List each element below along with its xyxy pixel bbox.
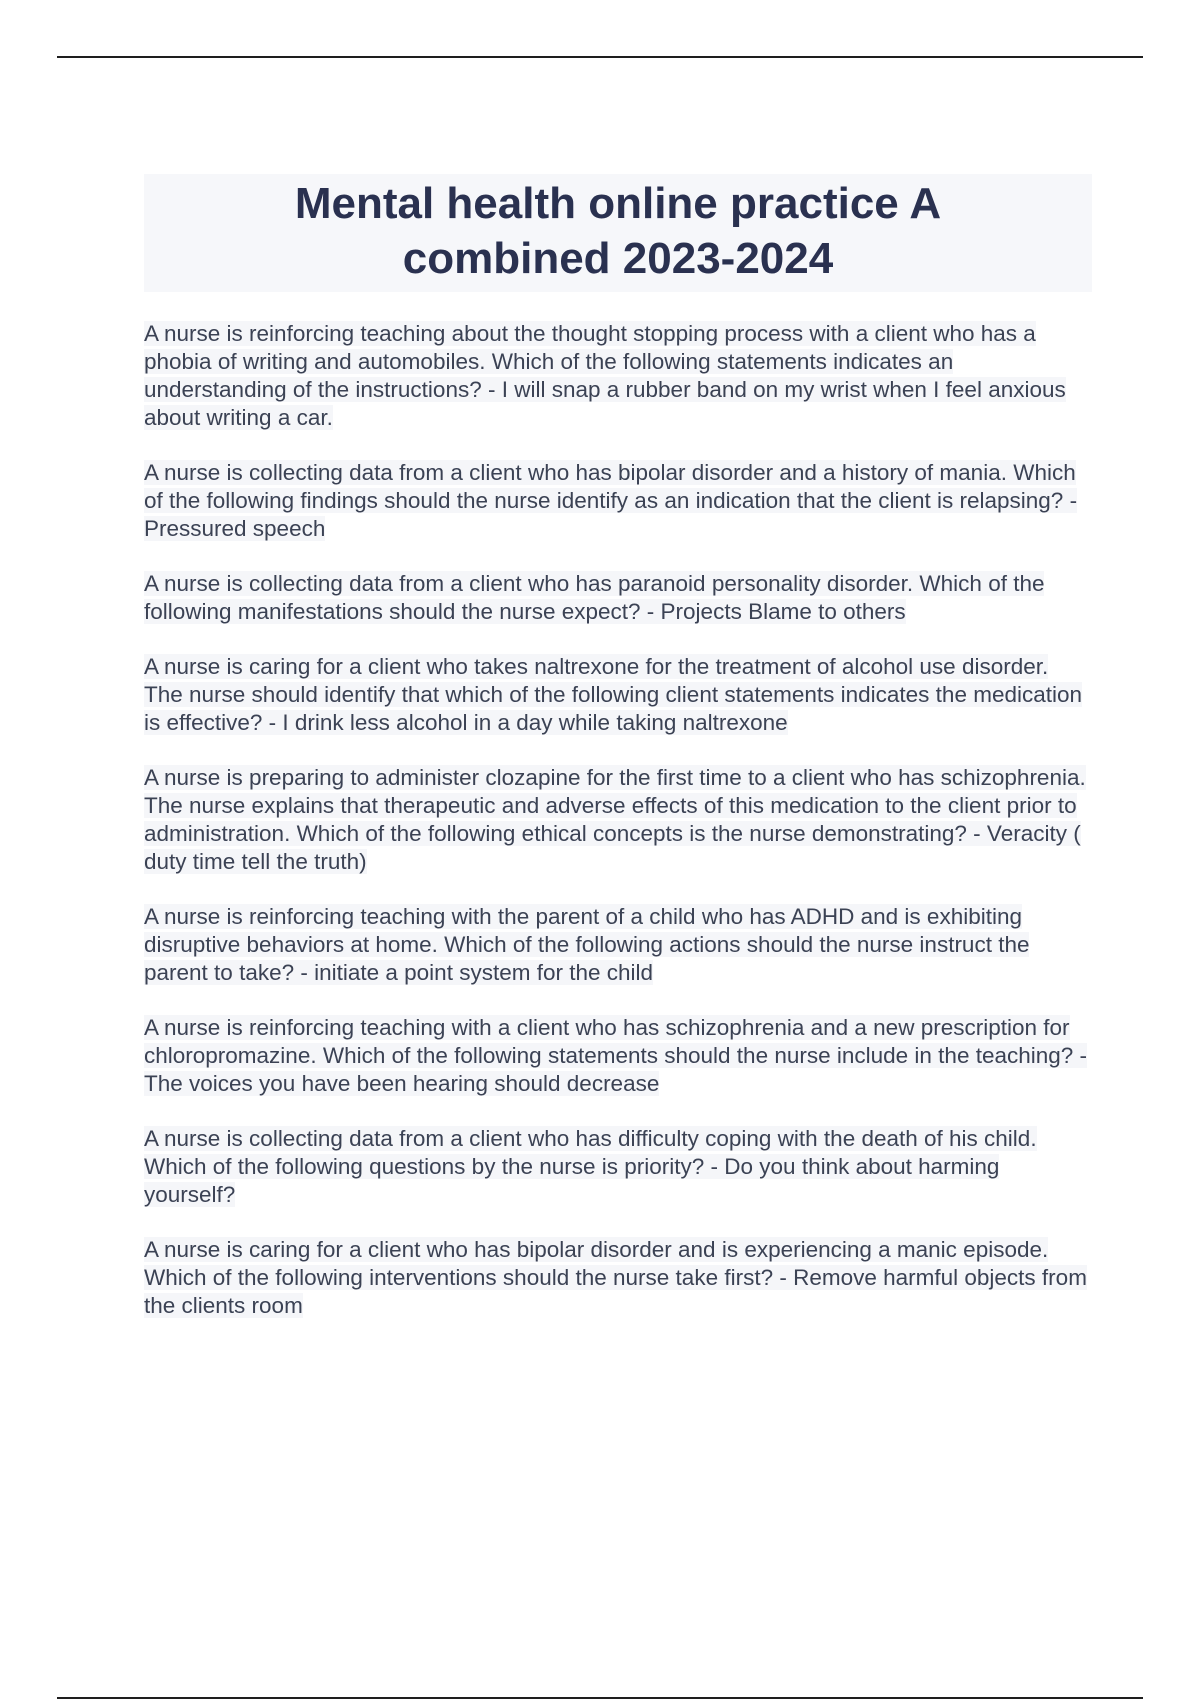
- qa-text: A nurse is caring for a client who takes naltrexone for the treatment of alcohol use disorder. The nurse should identify that which of the following client statements indicates the medication is effective? - I drink less alcohol in a day while taking naltrexone: [144, 654, 1083, 735]
- qa-item-7: [144, 1014, 1092, 1098]
- title-banner: [144, 174, 1092, 292]
- title-line-1: Mental health online practice A: [294, 179, 942, 228]
- qa-item-1: [144, 320, 1092, 432]
- bottom-rule: [57, 1697, 1143, 1699]
- qa-item-9: [144, 1236, 1092, 1320]
- document-content: [144, 174, 1092, 1347]
- qa-text: A nurse is reinforcing teaching with a client who has schizophrenia and a new prescription for chloropromazine. Which of the following statements should the nurse include in the teaching? - The voices you have been hearing should decrease: [144, 1015, 1088, 1096]
- question-answer-list: [144, 320, 1092, 1320]
- qa-text: A nurse is collecting data from a client who has paranoid personality disorder. Which of the following manifestations should the nurse expect? - Projects Blame to others: [144, 571, 1045, 624]
- qa-text: A nurse is reinforcing teaching about the thought stopping process with a client who has a phobia of writing and automobiles. Which of the following statements indicates an understanding of the instructions? - I will snap a rubber band on my wrist when I feel anxious about writing a car.: [144, 321, 1066, 430]
- qa-item-2: [144, 459, 1092, 543]
- qa-text: A nurse is caring for a client who has bipolar disorder and is experiencing a manic episode. Which of the following interventions should the nurse take first? - Remove harmful objects from the clients room: [144, 1237, 1087, 1318]
- qa-text: A nurse is preparing to administer clozapine for the first time to a client who has schizophrenia. The nurse explains that therapeutic and adverse effects of this medication to the client prior to administration. Which of the following ethical concepts is the nurse demonstrating? - Veracity ( duty time tell the truth): [144, 765, 1086, 874]
- document-title: [144, 176, 1092, 286]
- title-line-2: combined 2023-2024: [402, 234, 834, 283]
- qa-text: A nurse is reinforcing teaching with the parent of a child who has ADHD and is exhibiting disruptive behaviors at home. Which of the following actions should the nurse instruct the parent to take? - initiate a point system for the child: [144, 904, 1030, 985]
- qa-item-8: [144, 1125, 1092, 1209]
- qa-item-5: [144, 764, 1092, 876]
- qa-item-6: [144, 903, 1092, 987]
- top-rule: [57, 56, 1143, 58]
- qa-text: A nurse is collecting data from a client who has bipolar disorder and a history of mania. Which of the following findings should the nurse identify as an indication that the client is relapsing? - Pressured speech: [144, 460, 1078, 541]
- qa-item-3: [144, 570, 1092, 626]
- qa-item-4: [144, 653, 1092, 737]
- qa-text: A nurse is collecting data from a client who has difficulty coping with the death of his child. Which of the following questions by the nurse is priority? - Do you think about harming yourself?: [144, 1126, 1037, 1207]
